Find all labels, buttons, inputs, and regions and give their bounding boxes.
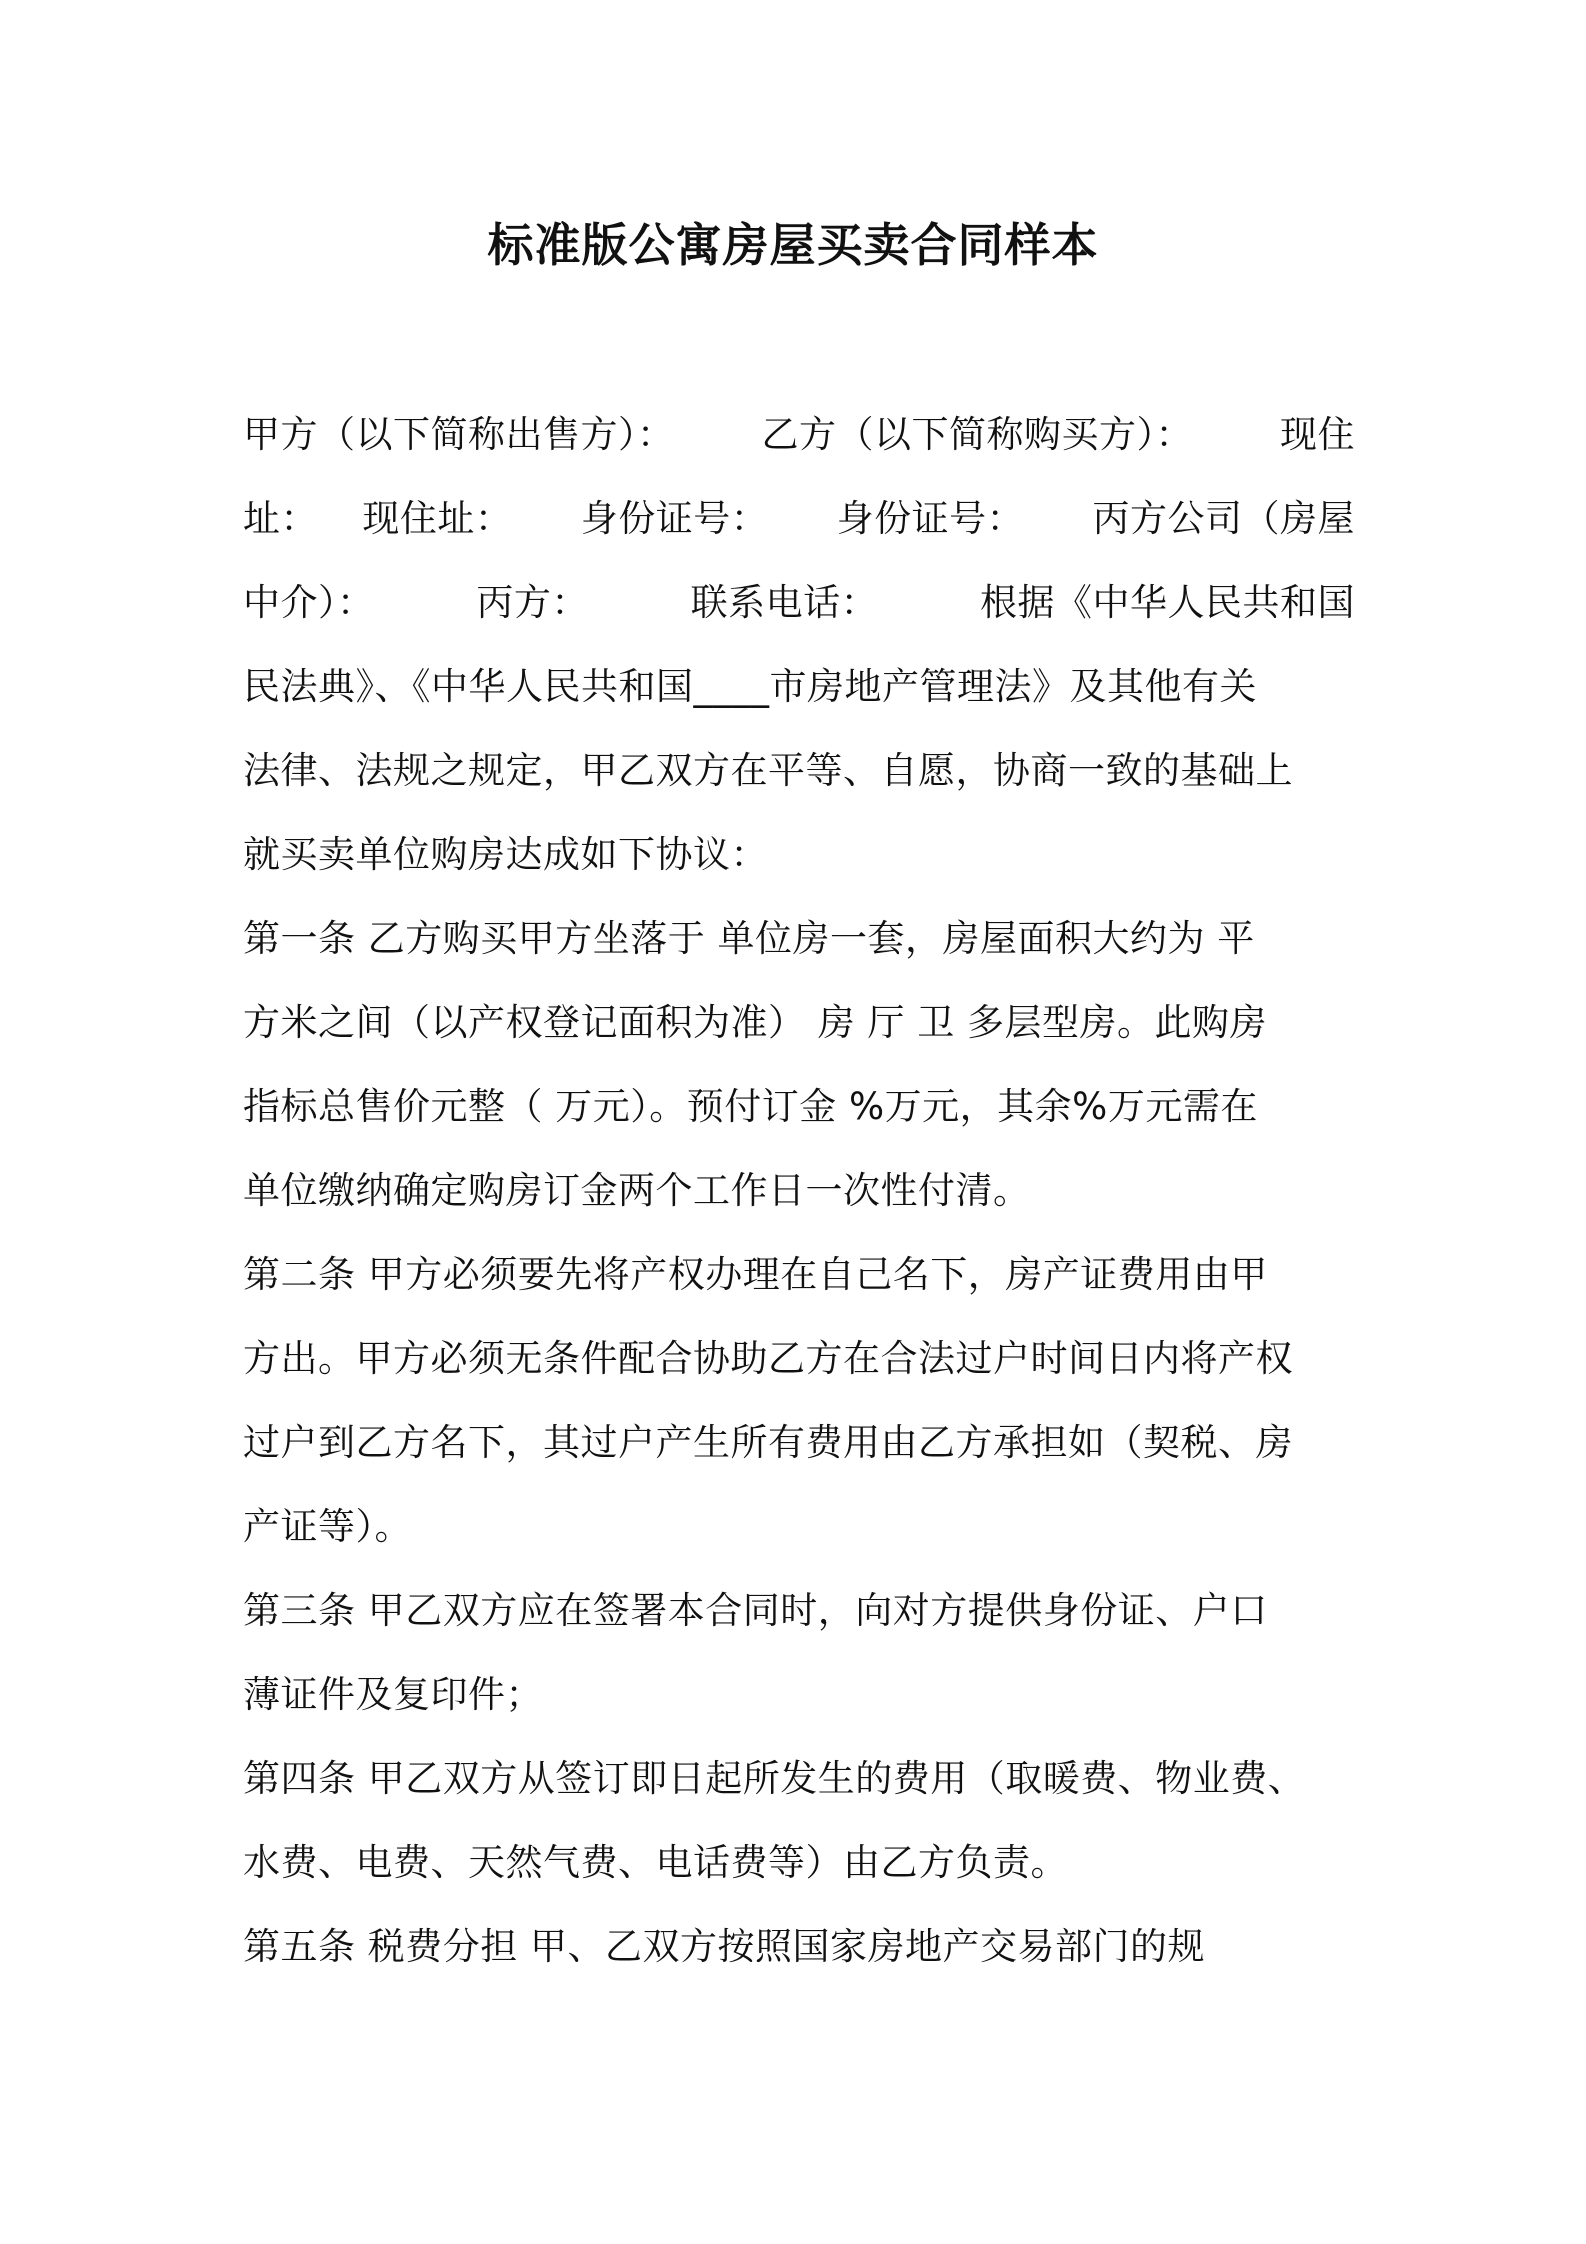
parties-line-3 [243, 573, 1355, 633]
document-title: 标准版公寓房屋买卖合同样本 [487, 218, 1099, 272]
body-line: 就买卖单位购房达成如下协议： [243, 833, 768, 876]
article-2-line: 过户到乙方名下，其过户产生所有费用由乙方承担如（契税、房 [243, 1421, 1293, 1464]
article-2-line: 第二条 甲方必须要先将产权办理在自己名下，房产证费用由甲 [243, 1253, 1268, 1296]
address-label-part1: 现住 [1280, 413, 1355, 456]
id-number-label-2: 身份证号： [836, 497, 1025, 540]
parties-line-1 [243, 405, 1355, 465]
address-label-2: 现住址： [362, 497, 513, 540]
body-line: 民法典》、《中华人民共和国____市房地产管理法》及其他有关 [243, 665, 1257, 708]
basis-text-part1: 根据《中华人民共和国 [979, 581, 1355, 624]
party-c-label: 丙方： [476, 581, 589, 624]
parties-line-2 [243, 489, 1355, 549]
article-4-line: 水费、电费、天然气费、电话费等）由乙方负责。 [243, 1841, 1068, 1884]
party-a-label: 甲方（以下简称出售方）： [243, 413, 675, 456]
article-5-line: 第五条 税费分担 甲、乙双方按照国家房地产交易部门的规 [243, 1925, 1206, 1968]
phone-label: 联系电话： [690, 581, 879, 624]
address-label-part2: 址： [243, 497, 318, 540]
article-1-line: 单位缴纳确定购房订金两个工作日一次性付清。 [243, 1169, 1031, 1212]
id-number-label-1: 身份证号： [580, 497, 769, 540]
company-label-part1: 丙方公司（房屋 [1092, 497, 1355, 540]
article-2-line: 方出。甲方必须无条件配合协助乙方在合法过户时间日内将产权 [243, 1337, 1293, 1380]
company-label-part2: 中介）： [243, 581, 375, 624]
article-2-line: 产证等）。 [243, 1505, 412, 1548]
article-1-line: 指标总售价元整（ 万元）。预付订金 %万元，其余%万元需在 [243, 1085, 1258, 1128]
party-b-label: 乙方（以下简称购买方）： [761, 413, 1193, 456]
article-1-line: 方米之间（以产权登记面积为准） 房 厅 卫 多层型房。此购房 [243, 1001, 1268, 1044]
article-4-line: 第四条 甲乙双方从签订即日起所发生的费用（取暖费、物业费、 [243, 1757, 1306, 1800]
body-line: 法律、法规之规定，甲乙双方在平等、自愿，协商一致的基础上 [243, 749, 1293, 792]
article-3-line: 第三条 甲乙双方应在签署本合同时，向对方提供身份证、户口 [243, 1589, 1268, 1632]
article-3-line: 薄证件及复印件； [243, 1673, 543, 1716]
article-1-line: 第一条 乙方购买甲方坐落于 单位房一套，房屋面积大约为 平 [243, 917, 1255, 960]
